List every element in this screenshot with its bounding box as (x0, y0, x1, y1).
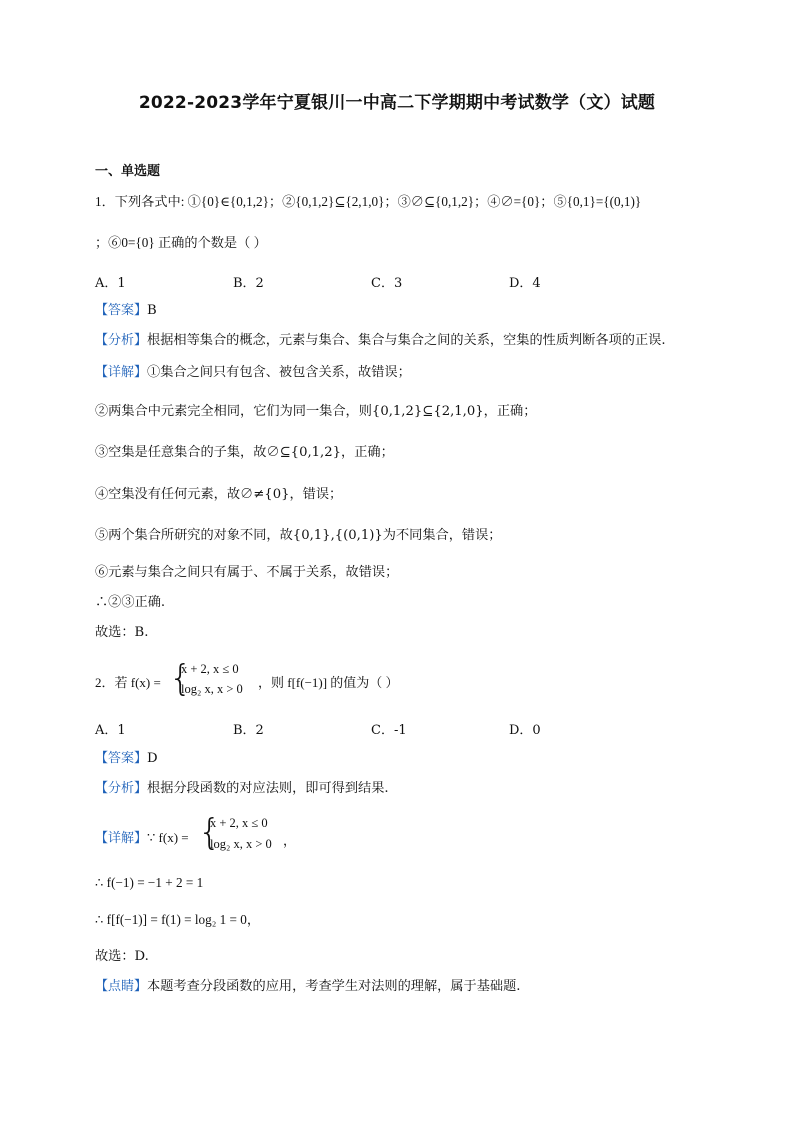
detail-tag: 【详解】 (95, 831, 148, 846)
q2-stem-prefix: 2．若 f(x) = (95, 675, 161, 690)
q1-stem-line1: 1．下列各式中: ①{0}∈{0,1,2}；②{0,1,2}⊆{2,1,0}；③∅⊆{0,1,2}；④∅={0}；⑤{0,1}={(0,1)} (95, 194, 642, 209)
q2-choose: 故选：D. (95, 949, 149, 964)
q2-case-2: log₂ x, x > 0 (181, 682, 243, 696)
q2-comment-text: 本题考查分段函数的应用，考查学生对法则的理解，属于基础题. (147, 979, 521, 994)
q1-option-d: D．4 (509, 276, 541, 291)
q1-detail-5: ⑤两个集合所研究的对象不同，故{0,1},{(0,1)}为不同集合，错误； (95, 528, 502, 543)
comment-tag: 【点睛】 (95, 979, 148, 994)
answer-tag: 【答案】 (95, 303, 148, 318)
q1-stem-line2: ；⑥0={0} 正确的个数是（ ） (95, 235, 267, 250)
q2-detail-prefix: ∵ f(x) = (147, 830, 189, 845)
q1-detail-4: ④空集没有任何元素，故∅≠{0}，错误； (95, 487, 343, 502)
q1-detail-2: ②两集合中元素完全相同，它们为同一集合，则{0,1,2}⊆{2,1,0}，正确； (95, 404, 537, 419)
q2-detail-suffix: ， (283, 834, 297, 849)
q2-step-1: ∴ f(−1) = −1 + 2 = 1 (95, 875, 204, 890)
q2-detail-case-2: log₂ x, x > 0 (210, 837, 272, 851)
q1-detail-1 (95, 364, 411, 382)
analysis-tag: 【分析】 (95, 333, 148, 348)
q2-detail-brace: { (198, 812, 221, 853)
q2-analysis (95, 780, 389, 798)
q2-brace: { (169, 658, 192, 699)
q1-analysis-text: 根据相等集合的概念，元素与集合、集合与集合之间的关系，空集的性质判断各项的正误. (147, 333, 666, 348)
q1-detail-3: ③空集是任意集合的子集，故∅⊆{0,1,2}，正确； (95, 445, 394, 460)
q2-option-a: A．1 (95, 723, 126, 738)
q2-step-2: ∴ f[f(−1)] = f(1) = log₂ 1 = 0， (95, 912, 261, 927)
q1-detail-7: ∴②③正确. (95, 595, 166, 610)
q1-answer-value: B (147, 303, 157, 318)
q2-comment (95, 978, 520, 996)
q1-detail-8: 故选：B. (95, 625, 149, 640)
detail-tag: 【详解】 (95, 365, 148, 380)
q1-detail-6: ⑥元素与集合之间只有属于、不属于关系，故错误； (95, 565, 399, 580)
q1-detail-1-text: ①集合之间只有包含、被包含关系，故错误； (147, 365, 411, 380)
q1-analysis (95, 332, 666, 350)
q2-option-b: B．2 (233, 723, 264, 738)
q2-answer-value: D (147, 751, 158, 766)
q2-case-1: x + 2, x ≤ 0 (181, 662, 239, 676)
q2-stem-suffix: ，则 f[f(−1)] 的值为（ ） (258, 675, 399, 690)
q2-detail-lead (95, 827, 189, 846)
q1-option-a: A．1 (95, 276, 126, 291)
q1-option-c: C．3 (371, 276, 403, 291)
q1-answer (95, 302, 157, 320)
section-heading: 一、单选题 (95, 164, 161, 179)
q2-option-c: C．-1 (371, 723, 407, 738)
q2-option-d: D．0 (509, 723, 541, 738)
q2-answer (95, 750, 158, 768)
q2-detail-case-1: x + 2, x ≤ 0 (210, 816, 268, 830)
document-title: 2022-2023学年宁夏银川一中高二下学期期中考试数学（文）试题 (138, 93, 656, 113)
q2-analysis-text: 根据分段函数的对应法则，即可得到结果. (147, 781, 389, 796)
answer-tag: 【答案】 (95, 751, 148, 766)
analysis-tag: 【分析】 (95, 781, 148, 796)
q1-option-b: B．2 (233, 276, 264, 291)
